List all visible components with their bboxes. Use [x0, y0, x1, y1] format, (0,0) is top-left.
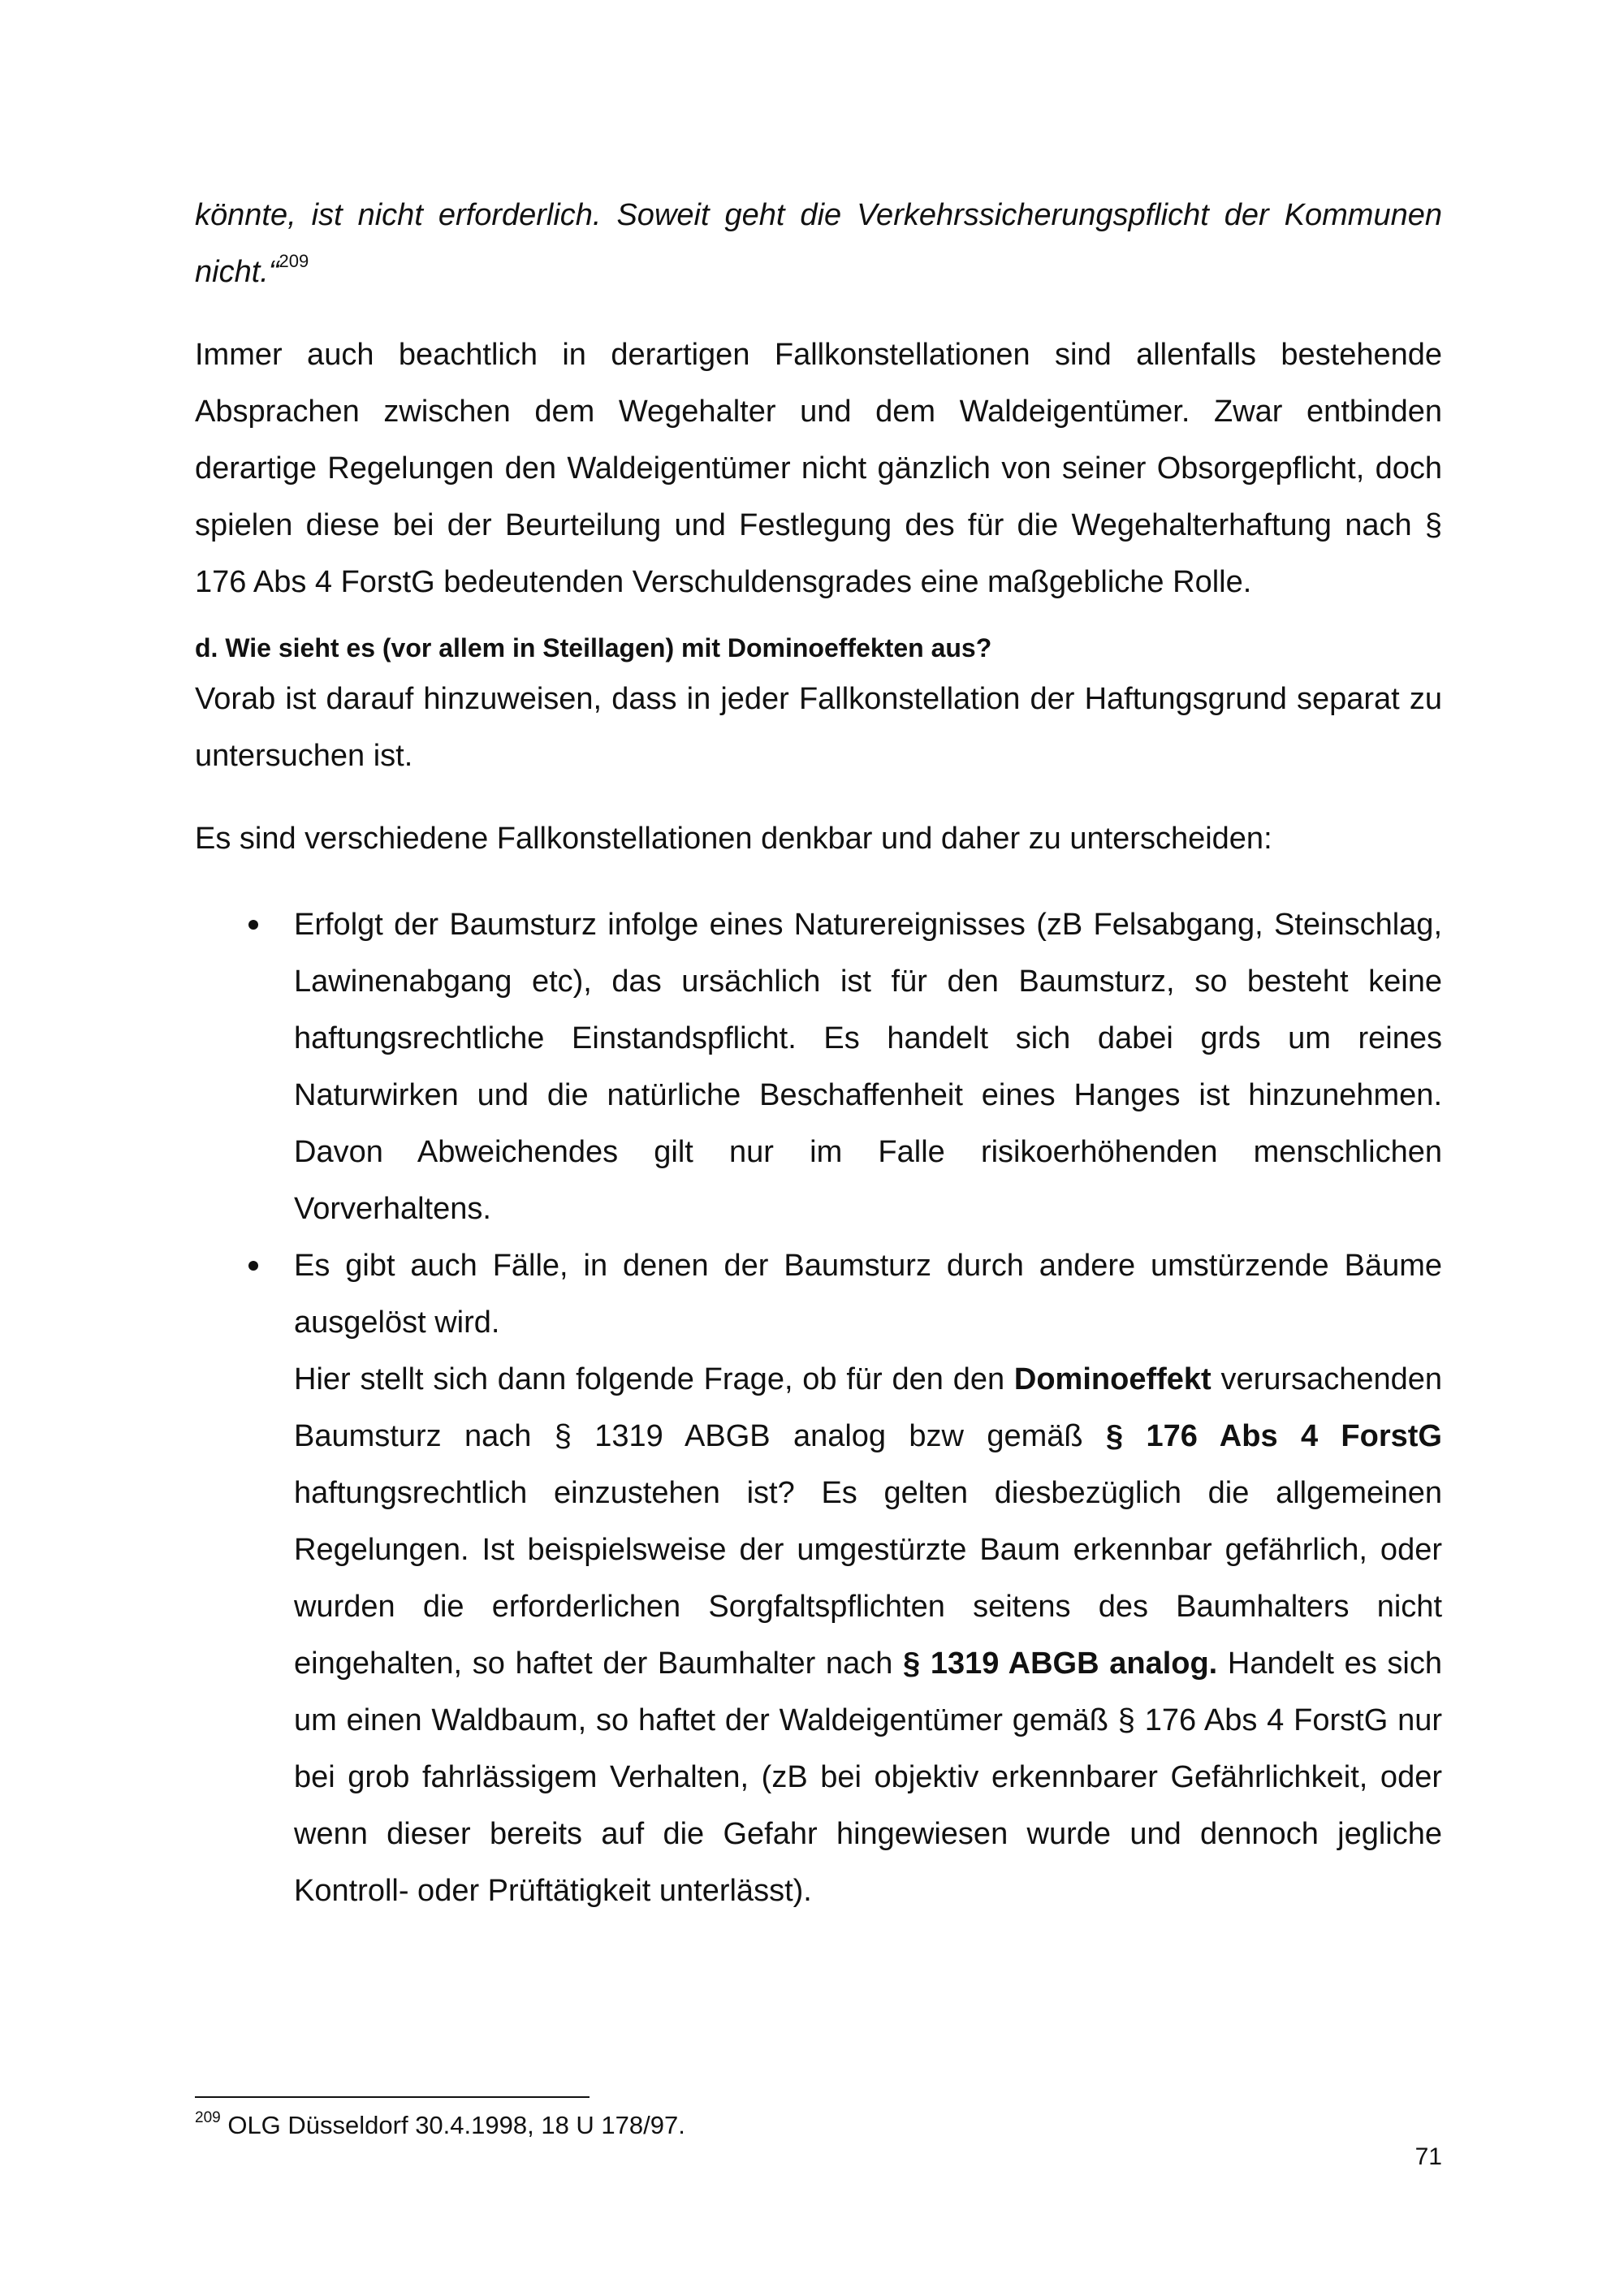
emphasis-abgb: § 1319 ABGB analog. [903, 1646, 1218, 1681]
list-item-text-2: verursachenden Baumsturz nach § 1319 ABGB analog bzw gemäß [294, 1362, 1442, 1453]
list-item-text-4: Handelt es sich um einen Waldbaum, so haftet der Waldeigentümer gemäß § 176 Abs 4 ForstG nur bei grob fahrlässigem Verhalten, (zB bei objektiv erkennbarer Gefährlichkeit, oder wenn dieser bereits auf die Gefahr hingewiesen wurde und dennoch jegliche Kontroll- oder Prüftätigkeit unterlässt). [294, 1646, 1442, 1908]
footnote-number: 209 [195, 2109, 221, 2126]
quote-text: könnte, ist nicht erforderlich. Soweit geht die Verkehrssicherungspflicht der Kommunen nicht.“ [195, 198, 1442, 289]
quote-continuation [195, 187, 1442, 300]
bullet-icon [248, 920, 258, 930]
document-body [195, 187, 1442, 1919]
footnote [195, 2108, 685, 2143]
list-item-natural-event [195, 896, 1442, 1237]
list-item-text-1: Hier stellt sich dann folgende Frage, ob für den den [294, 1362, 1014, 1396]
emphasis-forstg: § 176 Abs 4 ForstG [1105, 1419, 1442, 1453]
list-item-text-3: haftungsrechtlich einzustehen ist? Es gelten diesbezüglich die allgemeinen Regelungen. Ist beispielsweise der umgestürzte Baum erkennbar gefährlich, oder wurden die erforderlichen Sorgfaltspflichten seitens des Baumhalters nicht eingehalten, so haftet der Baumhalter nach [294, 1476, 1442, 1681]
emphasis-dominoeffekt: Dominoeffekt [1013, 1362, 1212, 1396]
paragraph-agreements: Immer auch beachtlich in derartigen Fallkonstellationen sind allenfalls bestehende Absprachen zwischen dem Wegehalter und dem Waldeigentümer. Zwar entbinden derartige Regelungen den Waldeigentümer nicht gänzlich von seiner Obsorgepflicht, doch spielen diese bei der Beurteilung und Festlegung des für die Wegehalterhaftung nach § 176 Abs 4 ForstG bedeutenden Verschuldensgrades eine maßgebliche Rolle. [195, 338, 1442, 599]
list-item-domino-trees [195, 1237, 1442, 1919]
footnote-separator [195, 2096, 590, 2098]
footnote-reference[interactable]: 209 [279, 251, 309, 271]
paragraph-preliminary: Vorab ist darauf hinzuweisen, dass in jeder Fallkonstellation der Haftungsgrund separat zu untersuchen ist. [195, 682, 1442, 773]
footnote-text: OLG Düsseldorf 30.4.1998, 18 U 178/97. [227, 2111, 685, 2139]
page-number: 71 [1415, 2143, 1442, 2170]
case-list [195, 896, 1442, 1919]
paragraph-constellations: Es sind verschiedene Fallkonstellationen denkbar und daher zu unterscheiden: [195, 822, 1272, 856]
section-heading-domino: d. Wie sieht es (vor allem in Steillagen) mit Dominoeffekten aus? [195, 633, 992, 662]
list-item-text: Erfolgt der Baumsturz infolge eines Naturereignisses (zB Felsabgang, Steinschlag, Lawinenabgang etc), das ursächlich ist für den Baumsturz, so besteht keine haftungsrechtliche Einstandspflicht. Es handelt sich dabei grds um reines Naturwirken und die natürliche Beschaffenheit eines Hanges ist hinzunehmen. Davon Abweichendes gilt nur im Falle risikoerhöhenden menschlichen Vorverhaltens. [294, 908, 1442, 1226]
list-item-intro: Es gibt auch Fälle, in denen der Baumsturz durch andere umstürzende Bäume ausgelöst wird. [294, 1249, 1442, 1340]
bullet-icon [248, 1261, 258, 1271]
